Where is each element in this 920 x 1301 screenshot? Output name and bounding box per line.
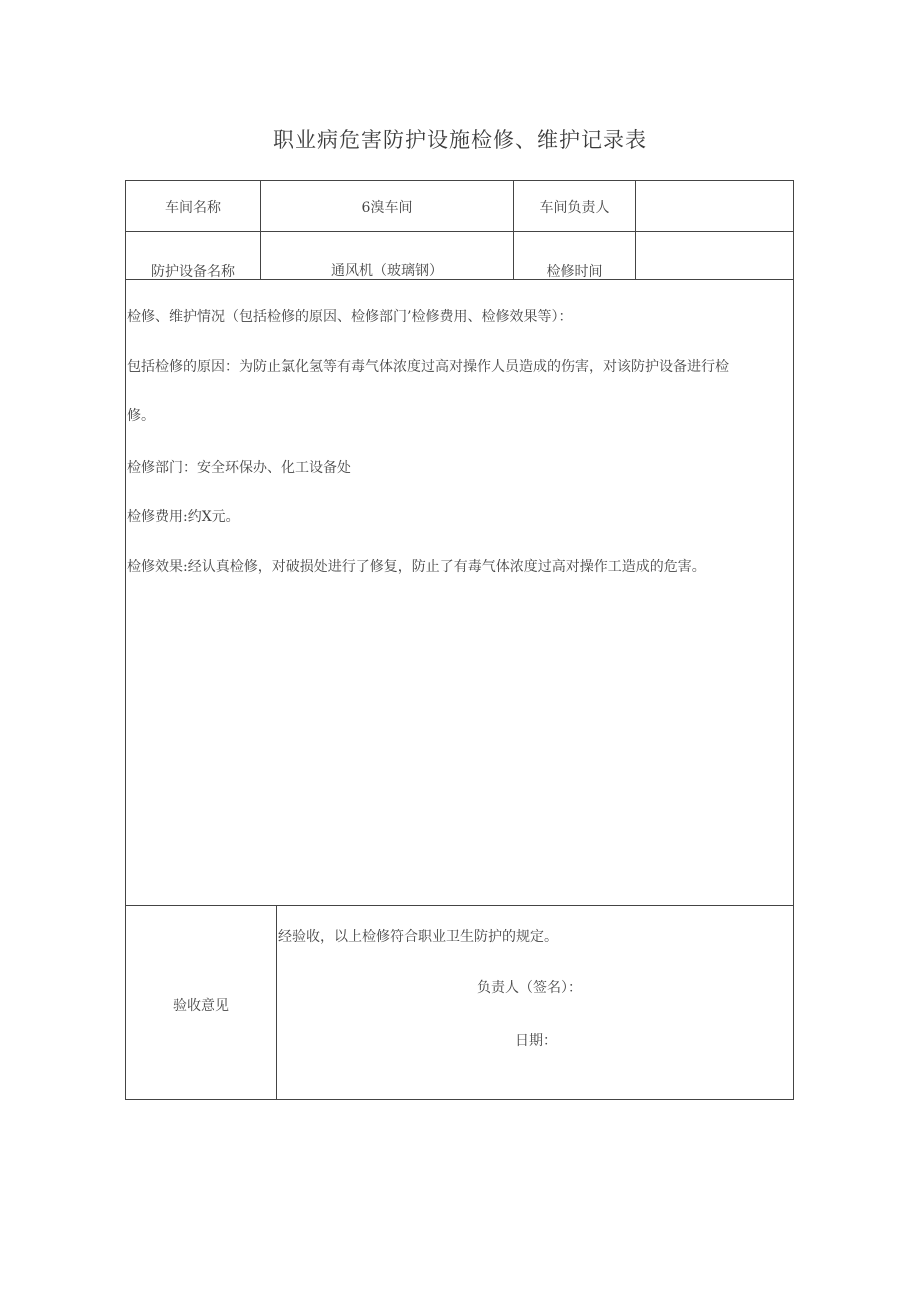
col-divider-3 [635, 181, 636, 279]
acceptance-divider [276, 905, 277, 1099]
signer-field: 负责人（签名）： [477, 980, 582, 996]
details-heading: 检修、维护情况（包括检修的原因、检修部门’检修费用、检修效果等）： [127, 309, 573, 325]
equipment-name-value: 通风机（玻璃钢） [331, 263, 443, 279]
repair-time-label: 检修时间 [546, 264, 603, 280]
workshop-name-value: 6溴车间 [361, 200, 413, 216]
acceptance-label: 验收意见 [173, 998, 229, 1014]
workshop-manager-label: 车间负责人 [539, 200, 610, 216]
workshop-name-label: 车间名称 [165, 200, 221, 216]
repair-effect: 检修效果:经认真检修，对破损处进行了修复，防止了有毒气体浓度过高对操作工造成的危害。 [127, 559, 706, 575]
repair-department: 检修部门：安全环保办、化工设备处 [127, 460, 351, 476]
equipment-name-label: 防护设备名称 [151, 264, 235, 280]
repair-cost: 检修费用:约X元。 [127, 509, 240, 525]
repair-reason: 包括检修的原因：为防止氯化氢等有毒气体浓度过高对操作人员造成的伤害，对该防护设备进行检 [127, 359, 729, 375]
row-divider-3 [126, 905, 793, 906]
repair-reason-continued: 修。 [127, 408, 155, 424]
record-table [125, 180, 794, 1100]
form-title: 职业病危害防护设施检修、维护记录表 [273, 128, 647, 152]
row-divider-1 [126, 231, 793, 232]
acceptance-statement: 经验收，以上检修符合职业卫生防护的规定。 [278, 929, 558, 945]
date-field: 日期： [515, 1033, 557, 1049]
